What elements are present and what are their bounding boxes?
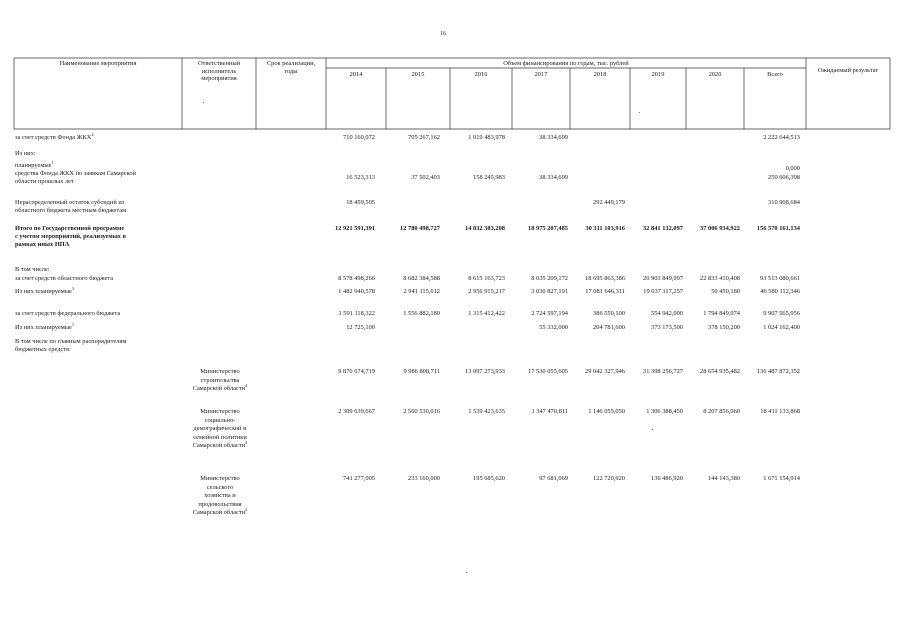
value-cell: 37 502,403 [411,174,440,181]
header-executor-line: Ответственный [197,60,241,67]
ministry-name-line: Самарской области$^4$ [192,383,248,393]
row-label: планируемые$^1$ [15,159,54,169]
value-cell: 38 334,699 [539,174,568,181]
row-label: за счет средств федерального бюджета [15,310,121,317]
value-cell: 18 975 207,485 [528,225,568,232]
value-cell: 8 035 209,172 [531,275,568,282]
value-cell: 31 398 256,727 [643,368,683,375]
value-cell: 122 720,920 [593,475,625,482]
header-period-line: годы [284,67,298,75]
value-cell: 46 580 112,346 [760,288,800,295]
value-cell: 93 513 080,661 [760,275,800,282]
value-cell: 18 411 133,868 [760,408,800,415]
value-cell: 195 685,620 [473,475,505,482]
value-cell: 2 309 639,667 [338,408,375,415]
ministry-name-line: Министерство [200,368,240,375]
value-cell: 705 267,162 [408,134,440,141]
footnote-marker: 4 [91,131,94,137]
value-cell: 292 449,179 [593,199,625,206]
row-label: Из них планируемые$^1$ [15,321,75,331]
header-year-6: 2020 [708,71,722,78]
row-label: Нераспределенный остаток субсидий из [15,199,125,206]
value-cell: 97 681,069 [539,475,568,482]
value-cell: 1 591 118,322 [338,310,375,317]
header-executor-line: исполнитель [201,67,237,75]
scan-speck [652,429,653,430]
value-cell: 20 903 849,097 [643,275,683,282]
value-cell: 18 459,505 [346,199,375,206]
scan-speck [203,102,204,103]
value-cell: 2 560 530,016 [403,408,440,415]
value-cell: 386 550,100 [593,310,625,317]
ministry-name-line: Министерство [200,475,240,482]
value-cell: 1 794 849,974 [703,310,740,317]
value-cell: 136 486,920 [651,475,683,482]
value-cell: 136 487 872,352 [756,368,800,375]
value-cell: 250 606,398 [768,174,800,181]
value-cell: 1 539 423,635 [468,408,505,415]
value-cell: 373 173,500 [651,324,683,331]
value-cell: 37 006 934,922 [700,225,740,232]
scan-speck [466,572,467,573]
value-cell: 1 306 388,450 [646,408,683,415]
header-name: Наименование мероприятия [59,60,137,67]
value-cell: 8 615 163,723 [468,275,505,282]
row-label: области прошлых лет [15,178,74,185]
header-funding: Объем финансирования по годам, тыс. рублей [503,60,629,67]
value-cell: 50 450,180 [711,288,740,295]
value-cell: 12 921 591,391 [335,225,375,232]
row-label: за счет средств Фонда ЖКХ$^4$ [15,131,94,141]
ministry-name-line: Самарской области$^2$ [192,507,248,517]
value-cell: 32 841 132,097 [643,225,683,232]
value-cell: 9 907 565,956 [763,310,800,317]
page-number: 16 [440,31,446,37]
value-cell: 2 724 597,194 [531,310,568,317]
header-result: Ожидаемый результат [817,67,879,74]
header-year-1: 2015 [411,71,425,78]
value-cell: 38 334,699 [539,134,568,141]
header-year-0: 2014 [349,71,363,78]
footnote-marker: 2 [245,507,248,513]
value-cell: 144 143,380 [708,475,740,482]
row-label: В том числе по главным распорядителям [15,338,127,345]
row-label: областного бюджета местным бюджетам [15,207,127,214]
ministry-name-line: строительства [200,376,240,384]
value-cell: 55 332,000 [539,324,568,331]
value-cell: 1 019 483,978 [468,134,505,141]
header-year-3: 2017 [534,71,548,78]
header-year-2: 2016 [474,71,488,78]
value-cell: 8 207 856,060 [703,408,740,415]
footnote-marker: 4 [245,440,248,446]
value-cell: 2 941 115,612 [403,288,440,295]
header-year-5: 2019 [651,71,665,78]
value-cell: 1 671 154,914 [763,475,800,482]
row-label: средства Фонда ЖКХ по заявкам Самарской [15,170,136,177]
value-cell: 28 654 935,482 [700,368,740,375]
value-cell: 1 347 470,811 [531,408,568,415]
ministry-name-line: демографической и [193,425,247,433]
value-cell: 710 160,072 [343,134,375,141]
value-cell: 554 942,000 [651,310,683,317]
value-cell: 12 780 498,727 [400,225,440,232]
value-cell: 18 695 863,386 [585,275,625,282]
ministry-name-line: Министерство [200,408,240,415]
value-cell: 1 315 412,422 [468,310,505,317]
value-cell: 158 245,983 [473,174,505,181]
value-cell: 17 081 646,311 [585,288,625,295]
value-cell: 0,000 [785,165,800,172]
ministry-name-line: сельского [206,483,234,491]
ministry-name-line: семейной политики [193,433,247,441]
row-label: бюджетных средств: [15,346,71,353]
value-cell: 1 146 055,050 [588,408,625,415]
value-cell: 8 682 384,588 [403,275,440,282]
scan-speck [639,112,640,113]
row-label: рамках иных НПА [15,241,70,248]
ministry-name-line: продовольствия [198,500,242,508]
value-cell: 156 570 161,134 [756,225,800,232]
footnote-marker: 4 [245,383,248,389]
value-cell: 8 578 498,266 [338,275,375,282]
value-cell: 14 832 383,208 [465,225,505,232]
value-cell: 22 833 410,408 [700,275,740,282]
value-cell: 1 024 162,400 [763,324,800,331]
value-cell: 204 781,600 [593,324,625,331]
value-cell: 9 986 808,711 [403,368,440,375]
value-cell: 12 725,100 [346,324,375,331]
value-cell: 378 150,200 [708,324,740,331]
value-cell: 741 277,005 [343,475,375,482]
value-cell: 16 523,313 [346,174,375,181]
value-cell: 1 482 040,578 [338,288,375,295]
row-label: за счет средств областного бюджета [15,275,114,282]
value-cell: 17 530 055,605 [528,368,568,375]
value-cell: 13 097 273,933 [465,368,505,375]
ministry-name-line: социально- [204,416,236,424]
footnote-marker: 1 [51,159,54,165]
row-label: Итого по Государственной программе [15,225,125,232]
value-cell: 29 042 327,946 [585,368,625,375]
header-executor-line: мероприятия [201,75,237,83]
value-cell: 2 222 644,513 [763,134,800,141]
value-cell: 1 556 882,180 [403,310,440,317]
ministry-name-line: Самарской области$^4$ [192,440,248,450]
footnote-marker: 1 [71,321,75,327]
value-cell: 3 030 827,191 [531,288,568,295]
header-year-4: 2018 [593,71,607,78]
value-cell: 9 870 674,719 [338,368,375,375]
value-cell: 19 037 117,257 [643,288,683,295]
header-period-line: Срок реализации, [266,60,316,67]
row-label: Из них планируемые$^3$ [15,285,75,295]
row-label: В том числе: [15,266,50,273]
value-cell: 30 311 103,916 [585,225,625,232]
row-label: с учетом мероприятий, реализуемых в [15,233,126,240]
footnote-marker: 3 [71,285,75,291]
header-year-7: Всего [767,71,783,78]
value-cell: 2 956 915,217 [468,288,505,295]
row-label: Из них: [15,150,36,157]
value-cell: 310 908,684 [768,199,800,206]
ministry-name-line: хозяйства и [204,492,236,500]
value-cell: 233 160,000 [408,475,440,482]
